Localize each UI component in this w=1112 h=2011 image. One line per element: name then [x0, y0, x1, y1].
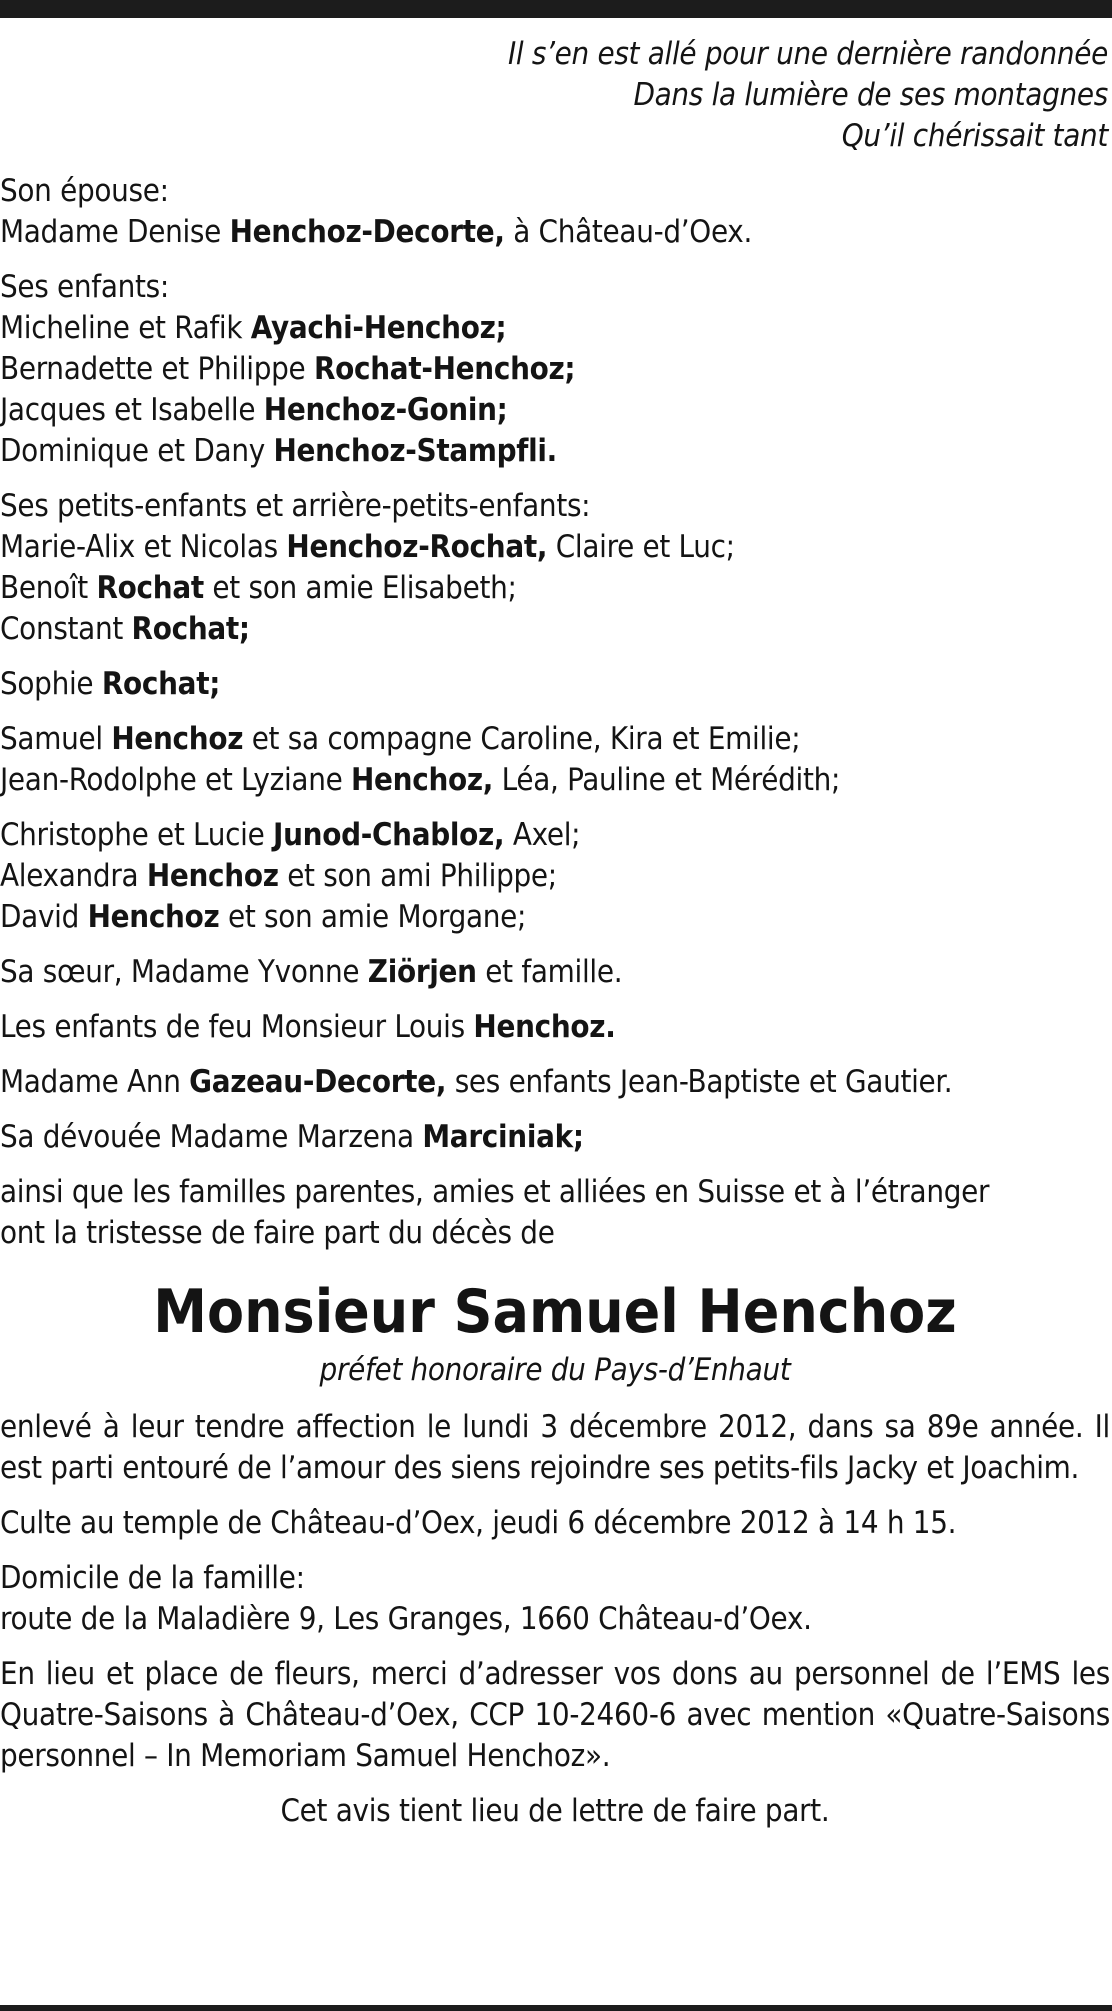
grandchildren-group-4	[0, 815, 1110, 938]
children-heading: Ses enfants:	[0, 269, 169, 305]
grandchild-line	[0, 856, 1110, 897]
family-name: Henchoz-Decorte,	[229, 214, 505, 250]
spouse-section	[0, 171, 1110, 253]
grandchildren-group-1	[0, 486, 1110, 650]
grandchild-line	[0, 719, 1110, 760]
carer-line	[0, 1117, 1110, 1158]
spouse-line	[0, 212, 1110, 253]
grandchild-line	[0, 527, 1110, 568]
child-line	[0, 390, 1110, 431]
line-prefix: Bernadette et Philippe	[0, 351, 314, 387]
family-name: Henchoz	[111, 721, 244, 757]
family-name: Ayachi-Henchoz;	[250, 310, 507, 346]
child-line	[0, 431, 1110, 472]
family-name: Marciniak;	[422, 1119, 584, 1155]
line-prefix: Alexandra	[0, 858, 147, 894]
donations-note: En lieu et place de fleurs, merci d’adresser vos dons au personnel de l’EMS les Quatre-Saisons à Château-d’Oex, CCP 10-2460-6 avec mention «Quatre-Saisons personnel – In Memoriam Samuel Henchoz».	[0, 1656, 1110, 1774]
family-name: Henchoz	[146, 858, 279, 894]
family-name: Ziörjen	[367, 954, 477, 990]
family-name: Henchoz,	[351, 762, 494, 798]
grandchild-line	[0, 664, 1110, 705]
line-prefix: Sophie	[0, 666, 102, 702]
grandchildren-group-2	[0, 664, 1110, 705]
spouse-heading: Son épouse:	[0, 173, 169, 209]
poem-line: Qu’il chérissait tant	[841, 118, 1108, 154]
death-notice: enlevé à leur tendre affection le lundi 3 décembre 2012, dans sa 89e année. Il est parti entouré de l’amour des siens rejoindre ses petits-fils Jacky et Joachim.	[0, 1409, 1110, 1486]
line-prefix: Sa sœur, Madame Yvonne	[0, 954, 368, 990]
service-info: Culte au temple de Château-d’Oex, jeudi 6 décembre 2012 à 14 h 15.	[0, 1505, 957, 1541]
child-line	[0, 308, 1110, 349]
line-suffix: et son amie Elisabeth;	[203, 570, 517, 606]
poem-line: Dans la lumière de ses montagnes	[633, 77, 1108, 113]
sister-line	[0, 952, 1110, 993]
line-suffix: Axel;	[504, 817, 581, 853]
family-name: Rochat;	[101, 666, 221, 702]
deceased-title: préfet honoraire du Pays-d’Enhaut	[319, 1352, 791, 1388]
grandchild-line	[0, 568, 1110, 609]
line-suffix: et famille.	[476, 954, 623, 990]
child-line	[0, 349, 1110, 390]
line-prefix: Madame Denise	[0, 214, 230, 250]
deceased-name: Monsieur Samuel Henchoz	[153, 1277, 957, 1347]
grandchildren-group-3	[0, 719, 1110, 801]
epigraph-poem	[0, 34, 1110, 157]
announcement	[0, 1172, 1110, 1254]
poem-line: Il s’en est allé pour une dernière randonnée	[507, 36, 1108, 72]
announcement-line: ainsi que les familles parentes, amies et alliées en Suisse et à l’étranger	[0, 1174, 990, 1210]
family-name: Rochat-Henchoz;	[313, 351, 576, 387]
family-name: Henchoz.	[473, 1009, 616, 1045]
family-name: Rochat;	[131, 611, 250, 647]
gazeau-line	[0, 1062, 1110, 1103]
grandchild-line	[0, 760, 1110, 801]
line-prefix: Les enfants de feu Monsieur Louis	[0, 1009, 474, 1045]
grandchildren-heading: Ses petits-enfants et arrière-petits-enfants:	[0, 488, 591, 524]
line-suffix: et son ami Philippe;	[278, 858, 557, 894]
family-name: Rochat	[96, 570, 204, 606]
grandchild-line	[0, 815, 1110, 856]
announcement-line: ont la tristesse de faire part du décès de	[0, 1215, 555, 1251]
line-prefix: Marie-Alix et Nicolas	[0, 529, 287, 565]
line-suffix: et son amie Morgane;	[219, 899, 527, 935]
line-prefix: Jacques et Isabelle	[0, 392, 264, 428]
line-prefix: Samuel	[0, 721, 112, 757]
line-suffix: ses enfants Jean-Baptiste et Gautier.	[446, 1064, 953, 1100]
family-name: Junod-Chabloz,	[273, 817, 505, 853]
residence-heading: Domicile de la famille:	[0, 1560, 305, 1596]
children-section	[0, 267, 1110, 472]
top-rule	[0, 0, 1112, 18]
grandchild-line	[0, 897, 1110, 938]
line-prefix: Sa dévouée Madame Marzena	[0, 1119, 423, 1155]
obituary-notice	[0, 34, 1110, 1832]
line-suffix: et sa compagne Caroline, Kira et Emilie;	[243, 721, 801, 757]
residence-address: route de la Maladière 9, Les Granges, 1660 Château-d’Oex.	[0, 1601, 812, 1637]
line-prefix: Christophe et Lucie	[0, 817, 274, 853]
line-prefix: Micheline et Rafik	[0, 310, 251, 346]
family-name: Henchoz	[87, 899, 220, 935]
residence-section	[0, 1558, 1110, 1640]
family-name: Gazeau-Decorte,	[189, 1064, 447, 1100]
late-brother-line	[0, 1007, 1110, 1048]
line-suffix: à Château-d’Oex.	[504, 214, 753, 250]
line-prefix: Madame Ann	[0, 1064, 190, 1100]
bottom-rule	[0, 2005, 1112, 2011]
line-prefix: Benoît	[0, 570, 97, 606]
family-name: Henchoz-Stampfli.	[273, 433, 557, 469]
closing-line: Cet avis tient lieu de lettre de faire part.	[280, 1793, 830, 1829]
line-suffix: Claire et Luc;	[547, 529, 735, 565]
family-name: Henchoz-Rochat,	[286, 529, 548, 565]
line-suffix: Léa, Pauline et Mérédith;	[493, 762, 841, 798]
grandchild-line	[0, 609, 1110, 650]
line-prefix: Constant	[0, 611, 132, 647]
line-prefix: David	[0, 899, 88, 935]
line-prefix: Jean-Rodolphe et Lyziane	[0, 762, 351, 798]
family-name: Henchoz-Gonin;	[263, 392, 508, 428]
line-prefix: Dominique et Dany	[0, 433, 274, 469]
